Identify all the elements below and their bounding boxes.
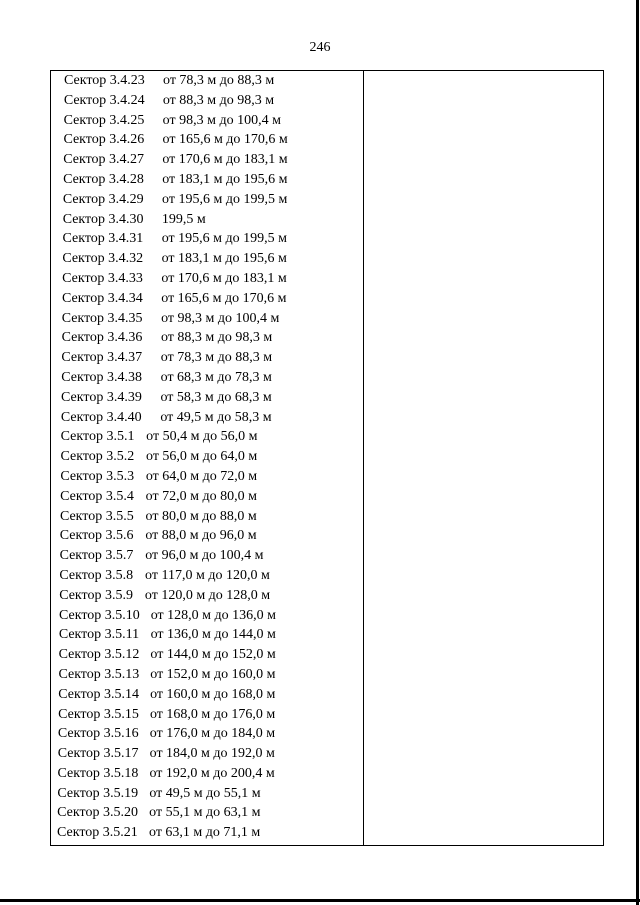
table-row (51, 249, 363, 269)
sector-label: Сектор 3.5.14 (58, 686, 140, 702)
sector-range: от 56,0 м до 64,0 м (146, 449, 258, 465)
sector-label: Сектор 3.4.31 (62, 231, 144, 247)
table-row (51, 705, 363, 725)
sector-label: Сектор 3.5.15 (58, 706, 139, 722)
sector-label: Сектор 3.5.8 (59, 567, 134, 583)
table-row (51, 210, 363, 230)
table-row (51, 784, 363, 804)
sector-label: Сектор 3.4.36 (61, 330, 143, 346)
sector-range: от 128,0 м до 136,0 м (150, 607, 277, 623)
sector-range: от 50,4 м до 56,0 м (146, 429, 258, 445)
sector-label: Сектор 3.4.27 (63, 152, 145, 168)
sector-range: от 152,0 м до 160,0 м (150, 666, 276, 682)
table-row (51, 150, 363, 170)
sector-range: от 195,6 м до 199,5 м (162, 191, 288, 207)
sector-label: Сектор 3.5.13 (58, 666, 140, 682)
sector-label: Сектор 3.4.29 (62, 191, 144, 207)
table-row (51, 269, 363, 289)
sector-range: от 183,1 м до 195,6 м (162, 171, 288, 187)
sector-label: Сектор 3.5.7 (59, 548, 134, 564)
sector-range: от 49,5 м до 55,1 м (149, 785, 261, 801)
sector-label: Сектор 3.5.17 (57, 746, 139, 762)
sector-label: Сектор 3.5.1 (60, 429, 135, 445)
sector-label: Сектор 3.4.35 (61, 310, 143, 326)
scan-edge-right (636, 0, 639, 905)
sector-label: Сектор 3.5.10 (59, 607, 140, 623)
sector-range: от 192,0 м до 200,4 м (149, 765, 275, 781)
table-row (51, 130, 363, 150)
sector-range: от 49,5 м до 58,3 м (160, 409, 272, 425)
sector-range: от 55,1 м до 63,1 м (149, 805, 261, 821)
table-row (51, 190, 363, 210)
sector-label: Сектор 3.4.37 (61, 350, 143, 366)
sector-range: от 64,0 м до 72,0 м (145, 468, 258, 484)
sector-range: от 58,3 м до 68,3 м (160, 389, 272, 405)
sector-range: от 80,0 м до 88,0 м (145, 508, 257, 524)
table-row (51, 71, 363, 91)
sector-range: от 165,6 м до 170,6 м (161, 290, 287, 306)
table-row (51, 645, 363, 665)
table-row (51, 606, 363, 626)
sector-range: от 136,0 м до 144,0 м (150, 627, 276, 643)
sector-label: Сектор 3.4.38 (61, 369, 143, 385)
sector-range: от 170,6 м до 183,1 м (162, 152, 288, 168)
sector-label: Сектор 3.4.26 (63, 132, 145, 148)
table-row (51, 111, 363, 131)
sector-label: Сектор 3.5.3 (60, 468, 135, 484)
table-row (51, 170, 363, 190)
sector-label: Сектор 3.5.18 (57, 765, 139, 781)
sector-label: Сектор 3.4.34 (61, 290, 143, 306)
sector-range: от 183,1 м до 195,6 м (161, 251, 287, 267)
sector-range: от 88,3 м до 98,3 м (160, 330, 273, 346)
sector-range: от 98,3 м до 100,4 м (161, 310, 280, 326)
table-row (51, 685, 363, 705)
sector-label: Сектор 3.5.2 (60, 449, 135, 465)
scan-edge-bottom (0, 899, 640, 902)
sector-range: от 88,3 м до 98,3 м (162, 92, 275, 108)
sector-label: Сектор 3.4.32 (62, 251, 144, 267)
table-row (51, 487, 363, 507)
table-row (51, 744, 363, 764)
table-row (51, 289, 363, 309)
sector-range: от 176,0 м до 184,0 м (149, 726, 276, 742)
sector-label: Сектор 3.5.9 (59, 587, 133, 603)
sector-label: Сектор 3.5.4 (60, 488, 134, 504)
table-row (51, 566, 363, 586)
sector-range: от 120,0 м до 128,0 м (144, 587, 271, 603)
sector-range: от 165,6 м до 170,6 м (162, 132, 288, 148)
sector-range: от 72,0 м до 80,0 м (145, 488, 257, 504)
table-row (51, 507, 363, 527)
sector-label: Сектор 3.5.19 (57, 785, 139, 801)
table-row (51, 586, 363, 606)
sector-rows (51, 71, 363, 843)
sector-label: Сектор 3.5.20 (57, 805, 138, 821)
table-row (51, 625, 363, 645)
table-row (51, 328, 363, 348)
sector-range: от 144,0 м до 152,0 м (150, 647, 276, 663)
column-divider (363, 71, 364, 845)
sector-range: от 63,1 м до 71,1 м (149, 825, 261, 841)
sector-label: Сектор 3.5.6 (59, 528, 134, 544)
sector-label: Сектор 3.4.33 (62, 270, 143, 286)
table-row (51, 408, 363, 428)
table-row (51, 309, 363, 329)
table-row (51, 348, 363, 368)
sector-range: 199,5 м (161, 211, 206, 227)
table-row (51, 764, 363, 784)
sector-range: от 68,3 м до 78,3 м (160, 369, 272, 385)
sector-label: Сектор 3.5.21 (57, 825, 138, 841)
table-row (51, 229, 363, 249)
sector-range: от 117,0 м до 120,0 м (145, 567, 270, 583)
table-row (51, 388, 363, 408)
sector-label: Сектор 3.4.40 (60, 409, 142, 425)
sector-label: Сектор 3.4.25 (63, 112, 145, 128)
sector-range: от 98,3 м до 100,4 м (162, 112, 281, 128)
sector-table (50, 70, 604, 846)
sector-range: от 184,0 м до 192,0 м (149, 746, 275, 762)
table-row (51, 427, 363, 447)
sector-range: от 160,0 м до 168,0 м (150, 686, 276, 702)
table-row (51, 665, 363, 685)
table-row (51, 526, 363, 546)
table-row (51, 368, 363, 388)
sector-label: Сектор 3.5.12 (58, 647, 140, 663)
table-row (51, 447, 363, 467)
sector-range: от 170,6 м до 183,1 м (161, 270, 287, 286)
sector-range: от 96,0 м до 100,4 м (145, 548, 264, 564)
table-row (51, 91, 363, 111)
table-row (51, 724, 363, 744)
sector-label: Сектор 3.4.39 (61, 389, 142, 405)
table-row (51, 546, 363, 566)
sector-range: от 78,3 м до 88,3 м (163, 73, 275, 88)
sector-label: Сектор 3.4.30 (62, 211, 144, 227)
table-row (51, 467, 363, 487)
sector-range: от 88,0 м до 96,0 м (145, 528, 257, 544)
sector-label: Сектор 3.4.24 (63, 92, 145, 108)
sector-label: Сектор 3.5.11 (58, 627, 140, 643)
page-number: 246 (309, 40, 331, 55)
sector-range: от 195,6 м до 199,5 м (161, 231, 288, 247)
sector-range: от 78,3 м до 88,3 м (160, 350, 273, 366)
sector-label: Сектор 3.4.23 (64, 73, 145, 88)
sector-label: Сектор 3.4.28 (63, 171, 144, 187)
table-row (51, 803, 363, 823)
sector-label: Сектор 3.5.16 (57, 726, 139, 742)
sector-range: от 168,0 м до 176,0 м (149, 706, 276, 722)
sector-label: Сектор 3.5.5 (59, 508, 134, 524)
table-row (51, 823, 363, 843)
